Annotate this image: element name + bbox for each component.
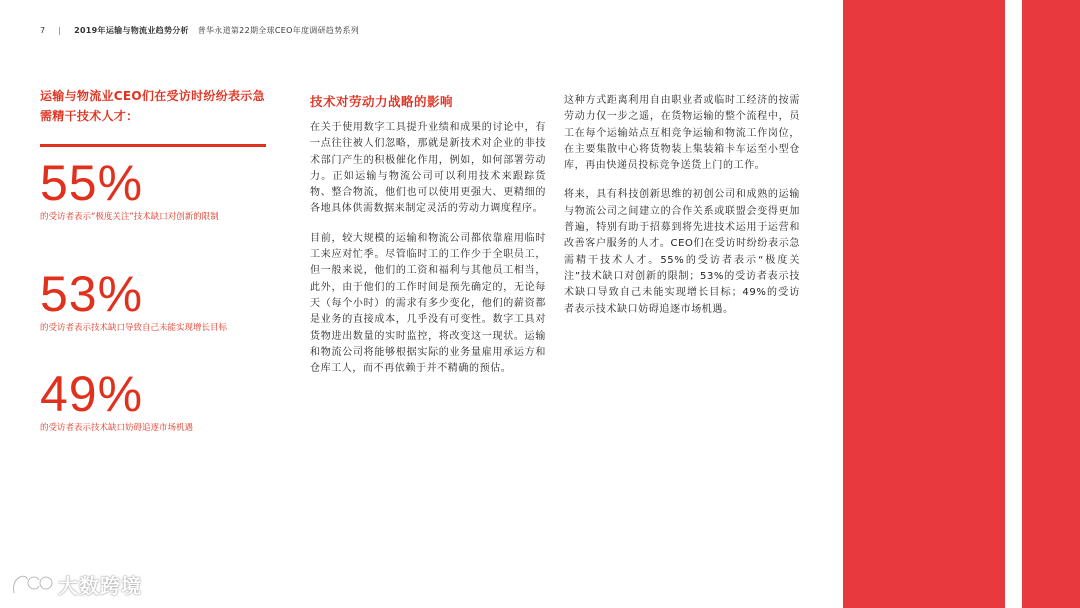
watermark-logo-icon (10, 569, 54, 599)
watermark-text: 大数跨境 (58, 573, 142, 598)
stat-block (40, 366, 266, 435)
body-paragraph: 将来，具有科技创新思维的初创公司和成熟的运输与物流公司之间建立的合作关系或联盟会变得更加普遍，特别有助于招募到将先进技术运用于运营和改善客户服务的人才。CEO们在受访时纷纷表示急需精干技术人才。55%的受访者表示“极度关注”技术缺口对创新的限制；53%的受访者表示技术缺口导致自己未能实现增长目标；49%的受访者表示技术缺口妨碍追逐市场机遇。 (564, 189, 800, 315)
stat-description: 的受访者表示技术缺口导致自己未能实现增长目标 (40, 323, 228, 333)
watermark (10, 566, 142, 602)
stats-divider (40, 144, 266, 147)
report-series: 普华永道第22期全球CEO年度调研趋势系列 (197, 26, 360, 35)
report-title: 2019年运输与物流业趋势分析 (74, 26, 189, 35)
stat-value: 55% (40, 155, 144, 211)
stat-description: 的受访者表示技术缺口妨碍追逐市场机遇 (40, 423, 194, 433)
stats-heading: 运输与物流业CEO们在受访时纷纷表示急需精干技术人才： (40, 89, 265, 123)
section-heading: 技术对劳动力战略的影响 (310, 94, 454, 109)
body-paragraph: 在关于使用数字工具提升业绩和成果的讨论中，有一点往往被人们忽略，那就是新技术对企业的非技术部门产生的积极催化作用，例如，如何部署劳动力。正如运输与物流公司可以利用技术来跟踪货物、整合物流，他们也可以使用更强大、更精细的各地具体供需数据来制定灵活的劳动力调度程序。 (310, 122, 546, 215)
stat-description: 的受访者表示“极度关注”技术缺口对创新的限制 (40, 212, 219, 222)
page-number: 7 (40, 26, 46, 35)
body-paragraph: 目前，较大规模的运输和物流公司都依靠雇用临时工来应对忙季。尽管临时工的工作少于全职员工，但一般来说，他们的工资和福利与其他员工相当，此外，由于他们的工作时间是预先确定的，无论每天（每个小时）的需求有多少变化，他们的薪资都是业务的直接成本，几乎没有可变性。数字工具对货物进出数量的实时监控，将改变这一现状。运输和物流公司将能够根据实际的业务量雇用承运方和仓库工人，而不再依赖于并不精确的预估。 (310, 232, 546, 375)
workforce-strategy-section (310, 92, 546, 377)
stat-value: 53% (40, 266, 144, 322)
decorative-red-bar (1022, 0, 1080, 608)
header-separator: | (58, 26, 62, 35)
continued-text-section (564, 93, 800, 318)
stat-block (40, 266, 266, 335)
stat-value: 49% (40, 366, 144, 422)
page-header (40, 25, 359, 36)
decorative-red-bar (843, 0, 1005, 608)
stat-block (40, 155, 266, 224)
key-stats-panel (40, 86, 266, 433)
body-paragraph: 这种方式距离利用自由职业者或临时工经济的按需劳动力仅一步之遥，在货物运输的整个流程中，员工在每个运输站点互相竞争运输和物流工作岗位，在主要集散中心将货物装上集装箱卡车运至小型仓库，再由快递员投标竞争送货上门的工作。 (564, 95, 800, 172)
